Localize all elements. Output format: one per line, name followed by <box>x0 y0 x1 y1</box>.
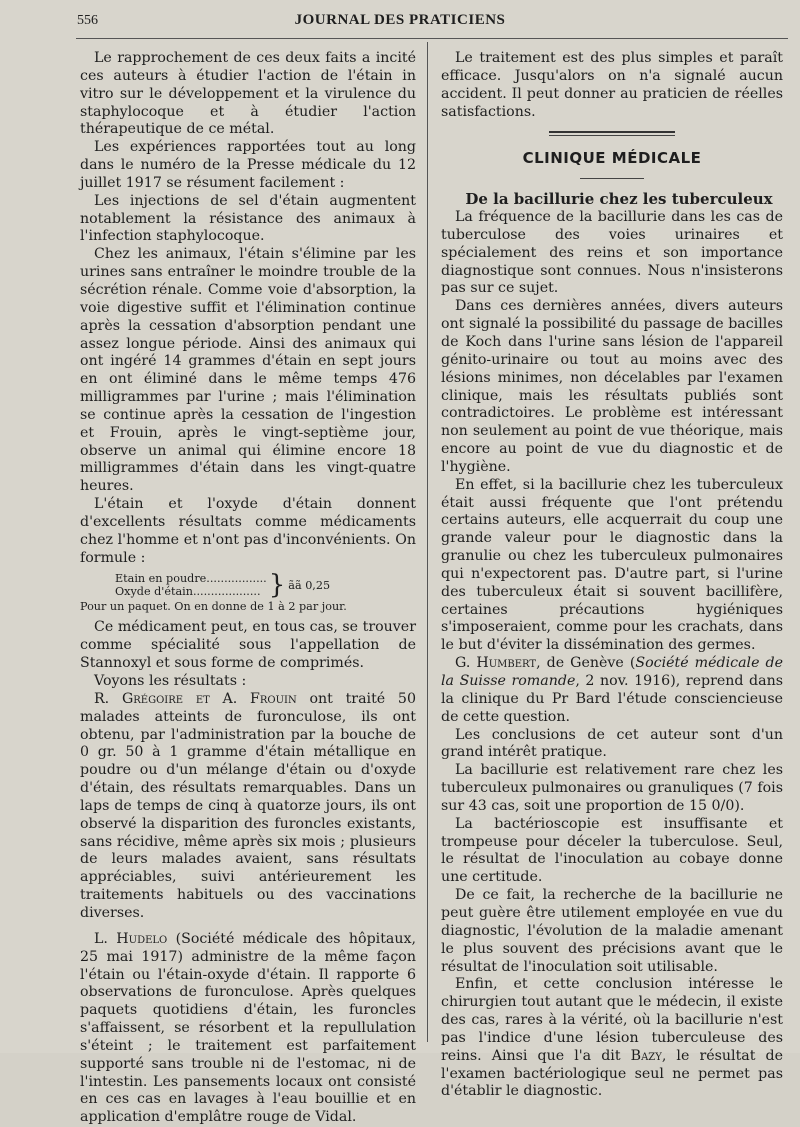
paragraph <box>80 691 416 923</box>
paragraph-text: , le résultat de l'examen bactériologique seul ne permet pas d'établir le diagnostic. <box>441 1047 784 1100</box>
paragraph: Les expériences rapportées tout au long dans le numéro de la Presse médicale du 12 juillet 1917 se résument facilement : <box>80 139 416 191</box>
paragraph: Chez les animaux, l'étain s'élimine par les urines sans entraîner le moindre trouble de la sécrétion rénale. Comme voie d'absorption, la voie digestive suffit et l'élimination continue après la cessation d'absorption pendant une assez longue période. Ainsi des animaux qui ont ingéré 14 grammes d'étain en sept jours en ont éliminé dans le même temps 476 milligrammes par l'urine ; mais l'élimination se continue après la cessation de l'ingestion et Frouin, après le vingt-septième jour, observe un animal qui élimine encore 18 milligrammes d'étain dans les vingt-quatre heures. <box>80 246 416 495</box>
formula-quantity: ãã 0,25 <box>288 578 331 592</box>
formula-note: Pour un paquet. On en donne de 1 à 2 par jour. <box>80 600 347 614</box>
header-rule <box>76 38 788 39</box>
paragraph <box>80 931 416 1127</box>
paragraph: Les injections de sel d'étain augmentent notablement la résistance des animaux à l'infection staphylocoque. <box>80 192 416 245</box>
source-title: Société médicale de la Suisse romande <box>441 655 784 689</box>
column-divider <box>427 42 428 1042</box>
section-heading: CLINIQUE MÉDICALE <box>522 149 702 168</box>
formula-brace: } <box>268 570 286 601</box>
paragraph: Les conclusions de cet auteur sont d'un grand intérêt pratique. <box>441 726 783 761</box>
paragraph <box>441 976 783 1101</box>
paragraph: Voyons les résultats : <box>94 673 247 689</box>
prescription-formula <box>80 572 416 613</box>
paragraph-text: (Société médicale des hôpitaux, 25 mai 1917) administre de la même façon l'étain ou l'étain-oxyde d'étain. Il rapporte 6 observations de furonculose. Après quelques paquets quotidiens d'étain, les furoncles s'affaissent, se résorbent et la repullulation s'éteint ; le traitement est parfaitement supporté sans trouble ni de l'estomac, ni de l'intestin. Les pansements locaux ont consisté en ces cas en lavages à l'eau bouillie et en application d'emplâtre rouge de Vidal. <box>80 930 417 1126</box>
author-name: Bazy <box>630 1047 662 1064</box>
author-name: L. Hudelo <box>94 930 168 947</box>
paragraph: Le traitement est des plus simples et paraît efficace. Jusqu'alors on n'a signalé aucun accident. Il peut donner au praticien de réelles satisfactions. <box>441 50 783 120</box>
journal-title: JOURNAL DES PRATICIENS <box>294 12 506 28</box>
ornament-rule <box>549 131 675 133</box>
paragraph: De ce fait, la recherche de la bacillurie ne peut guère être utilement employée en vue du diagnostic, l'évolution de la maladie amenant le plus souvent des précisions avant que le résultat de l'inoculation soit utilisable. <box>441 887 783 975</box>
paragraph: La bacillurie est relativement rare chez les tuberculeux pulmonaires ou granuliques (7 fois sur 43 cas, soit une proportion de 15 0/0). <box>441 762 783 814</box>
paragraph-text: , 2 nov. 1916), reprend dans la clinique du Pr Bard l'étude consciencieuse de cette question. <box>441 673 784 725</box>
paragraph: L'étain et l'oxyde d'étain donnent d'excellents résultats comme médicaments chez l'homme et n'ont pas d'inconvénients. On formule : <box>80 496 416 566</box>
author-name: G. Humbert <box>455 655 537 672</box>
paragraph-text: , de Genève ( <box>536 655 636 672</box>
section-ornament <box>441 131 783 136</box>
page-header <box>0 0 800 40</box>
paragraph: Dans ces dernières années, divers auteurs ont signalé la possibilité du passage de bacilles de Koch dans l'urine sans lésion de l'appareil génito-urinaire ou tout au moins avec des lésions minimes, non décelables par l'examen clinique, mais les résultats publiés sont contradictoires. Le problème est intéressant non seulement au point de vue théorique, mais encore au point de vue du diagnostic et de l'hygiène. <box>441 298 783 475</box>
heading-rule <box>580 178 644 179</box>
formula-line: Etain en poudre................. <box>115 572 267 586</box>
article-title: De la bacillurie chez les tuberculeux <box>465 190 773 209</box>
paragraph: Ce médicament peut, en tous cas, se trouver comme spécialité sous l'appellation de Stannoxyl et sous forme de comprimés. <box>80 619 416 672</box>
right-column <box>441 50 783 1101</box>
left-column <box>80 50 416 1127</box>
author-names: R. Grégoire et A. Frouin <box>94 690 297 707</box>
paragraph-text: ont traité 50 malades atteints de furonculose, ils ont obtenu, par l'administration par la bouche de 0 gr. 50 à 1 gramme d'étain métallique en poudre ou d'un mélange d'étain ou d'oxyde d'étain, des résultats remarquables. Dans un laps de temps de cinq à quatorze jours, ils ont observé la disparition des furoncles existants, sans récidive, même après six mois ; plusieurs de leurs malades avaient, sans résultats appréciables, suivi antérieurement les traitements habituels ou des vaccinations diverses. <box>80 690 416 921</box>
ornament-rule <box>549 135 675 136</box>
formula-line: Oxyde d'étain................... <box>115 585 261 599</box>
paragraph: La fréquence de la bacillurie dans les cas de tuberculose des voies urinaires et spécialement des reins et son importance diagnostique sont connues. Nous n'insisterons pas sur ce sujet. <box>441 209 783 297</box>
paragraph: Le rapprochement de ces deux faits a incité ces auteurs à étudier l'action de l'étain in vitro sur le développement et la virulence du staphylocoque et à étudier l'action thérapeutique de ce métal. <box>80 50 416 138</box>
page-number: 556 <box>77 13 98 28</box>
paragraph: En effet, si la bacillurie chez les tuberculeux était aussi fréquente que l'ont prétendu certains auteurs, elle acquerrait du coup une grande valeur pour le diagnostic dans la granulie ou chez les tuberculeux pulmonaires qui n'expectorent pas. D'autre part, si l'urine des tuberculeux était si souvent bacillifère, certaines précautions hygiéniques s'imposeraient, comme pour les crachats, dans le but d'éviter la dissémination des germes. <box>441 476 783 654</box>
paragraph <box>441 655 783 726</box>
paragraph-text: Enfin, et cette conclusion intéresse le chirurgien tout autant que le médecin, il existe des cas, rares à la vérité, où la bacillurie n'est pas l'indice d'une lésion tuberculeuse des reins. Ainsi que l'a dit <box>441 976 783 1064</box>
paragraph: La bactérioscopie est insuffisante et trompeuse pour déceler la tuberculose. Seul, le résultat de l'inoculation au cobaye donne une certitude. <box>441 815 783 886</box>
